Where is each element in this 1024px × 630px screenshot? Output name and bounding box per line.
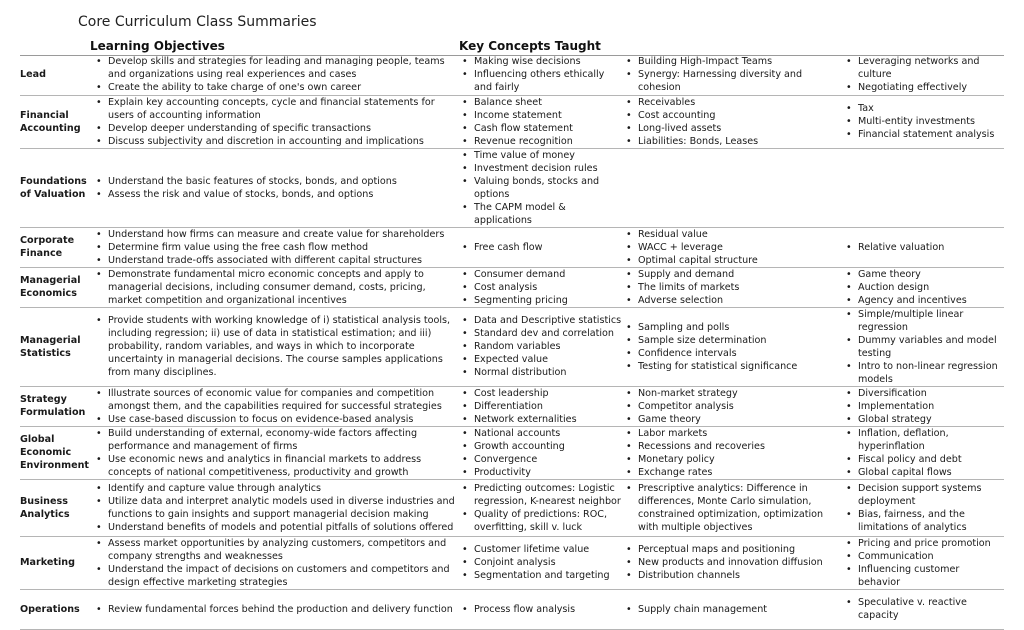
bullet-list [622,321,824,373]
list-item: • Time value of money [474,149,622,162]
concepts-cell-1 [460,227,622,267]
list-item: • Labor markets [638,427,824,440]
table-row [20,267,1004,307]
concepts-cell-1 [460,95,622,148]
bullet-list [824,482,1004,534]
list-item: • Understand trade-offs associated with different capital structures [108,254,460,267]
concepts-cell-2 [622,307,824,386]
bullet-list [824,102,1004,141]
list-item: • Dummy variables and model testing [858,334,1004,360]
list-item: • Random variables [474,340,622,353]
bullet-list [90,537,460,589]
curriculum-table [20,55,1004,630]
list-item: • Develop skills and strategies for leading and managing people, teams and organizations using real experiences and cases [108,55,460,81]
concepts-cell-1 [460,307,622,386]
list-item: • Decision support systems deployment [858,482,1004,508]
list-item: • Residual value [638,228,824,241]
bullet-list [622,427,824,479]
list-item: • Multi-entity investments [858,115,1004,128]
list-item: • Quality of predictions: ROC, overfitting, skill v. luck [474,508,622,534]
subject-cell: Managerial Economics [20,267,90,307]
list-item: • Provide students with working knowledge of i) statistical analysis tools, including regression; ii) use of data in statistical estimation; and iii) probability, random variables, and ways in which to incorporate uncertainty in managerial decisions. The course samples applications from many disciplines. [108,314,460,379]
list-item: • Recessions and recoveries [638,440,824,453]
list-item: • New products and innovation diffusion [638,556,824,569]
bullet-list [824,55,1004,94]
bullet-list [824,241,1004,254]
subject-cell: Corporate Finance [20,227,90,267]
list-item: • Cost accounting [638,109,824,122]
list-item: • Sampling and polls [638,321,824,334]
subject-cell: Managerial Statistics [20,307,90,386]
bullet-list [460,268,622,307]
list-item: • Global strategy [858,413,1004,426]
bullet-list [622,482,824,534]
list-item: • Illustrate sources of economic value for companies and competition amongst them, and the capabilities required for successful strategies [108,387,460,413]
bullet-list [460,96,622,148]
objectives-cell [90,589,460,629]
list-item: • Predicting outcomes: Logistic regression, K-nearest neighbor [474,482,622,508]
list-item: • Network externalities [474,413,622,426]
list-item: • Cost leadership [474,387,622,400]
list-item: • Relative valuation [858,241,1004,254]
concepts-cell-3 [824,536,1004,589]
list-item: • Game theory [858,268,1004,281]
list-item: • Receivables [638,96,824,109]
list-item: • Segmenting pricing [474,294,622,307]
list-item: • Standard dev and correlation [474,327,622,340]
bullet-list [824,537,1004,589]
subject-cell: Marketing [20,536,90,589]
list-item: • Assess market opportunities by analyzing customers, competitors and company strengths and weaknesses [108,537,460,563]
concepts-cell-3 [824,55,1004,95]
list-item: • Liabilities: Bonds, Leases [638,135,824,148]
bullet-list [90,96,460,148]
concepts-cell-1 [460,479,622,536]
concepts-cell-1 [460,536,622,589]
list-item: • Supply and demand [638,268,824,281]
list-item: • Inflation, deflation, hyperinflation [858,427,1004,453]
table-row [20,589,1004,629]
bullet-list [824,427,1004,479]
list-item: • Convergence [474,453,622,466]
list-item: • Balance sheet [474,96,622,109]
bullet-list [90,603,460,616]
list-item: • Productivity [474,466,622,479]
bullet-list [90,268,460,307]
list-item: • Exchange rates [638,466,824,479]
list-item: • Negotiating effectively [858,81,1004,94]
list-item: • Normal distribution [474,366,622,379]
bullet-list [90,482,460,534]
list-item: • Revenue recognition [474,135,622,148]
concepts-cell-1 [460,267,622,307]
table-row [20,307,1004,386]
concepts-cell-1 [460,386,622,426]
list-item: • Understand the basic features of stocks, bonds, and options [108,175,460,188]
list-item: • Tax [858,102,1004,115]
concepts-cell-3 [824,479,1004,536]
page-title: Core Curriculum Class Summaries [78,14,317,30]
bullet-list [460,149,622,227]
list-item: • The CAPM model & applications [474,201,622,227]
list-item: • Cost analysis [474,281,622,294]
objectives-cell [90,426,460,479]
list-item: • Confidence intervals [638,347,824,360]
table-row [20,536,1004,589]
list-item: • Cash flow statement [474,122,622,135]
list-item: • Intro to non-linear regression models [858,360,1004,386]
objectives-cell [90,479,460,536]
list-item: • Fiscal policy and debt [858,453,1004,466]
concepts-cell-1 [460,426,622,479]
bullet-list [90,314,460,379]
bullet-list [622,55,824,94]
bullet-list [90,175,460,201]
list-item: • The limits of markets [638,281,824,294]
subject-cell: Strategy Formulation [20,386,90,426]
bullet-list [90,387,460,426]
table-row [20,95,1004,148]
concepts-cell-3 [824,148,1004,227]
concepts-cell-2 [622,55,824,95]
list-item: • Bias, fairness, and the limitations of analytics [858,508,1004,534]
list-item: • Implementation [858,400,1004,413]
list-item: • Free cash flow [474,241,622,254]
list-item: • Testing for statistical significance [638,360,824,373]
list-item: • Influencing others ethically and fairly [474,68,622,94]
bullet-list [460,55,622,94]
list-item: • Conjoint analysis [474,556,622,569]
table-row [20,386,1004,426]
subject-cell: Financial Accounting [20,95,90,148]
list-item: • Assess the risk and value of stocks, bonds, and options [108,188,460,201]
list-item: • Utilize data and interpret analytic models used in diverse industries and functions to gain insights and support managerial decision making [108,495,460,521]
list-item: • Understand how firms can measure and create value for shareholders [108,228,460,241]
list-item: • Expected value [474,353,622,366]
concepts-cell-1 [460,148,622,227]
list-item: • Prescriptive analytics: Difference in differences, Monte Carlo simulation, constrained optimization, optimization with multiple objectives [638,482,824,534]
list-item: • Demonstrate fundamental micro economic concepts and apply to managerial decisions, including consumer demand, costs, pricing, market competition and organizational incentives [108,268,460,307]
list-item: • Optimal capital structure [638,254,824,267]
list-item: • Segmentation and targeting [474,569,622,582]
bullet-list [622,96,824,148]
list-item: • Non-market strategy [638,387,824,400]
key-concepts-header: Key Concepts Taught [459,39,601,53]
list-item: • Competitor analysis [638,400,824,413]
list-item: • Making wise decisions [474,55,622,68]
concepts-cell-2 [622,148,824,227]
bullet-list [622,543,824,582]
list-item: • Agency and incentives [858,294,1004,307]
bullet-list [622,603,824,616]
bullet-list [460,427,622,479]
objectives-cell [90,536,460,589]
list-item: • Diversification [858,387,1004,400]
concepts-cell-2 [622,227,824,267]
subject-cell: Operations [20,589,90,629]
bullet-list [460,543,622,582]
bullet-list [460,387,622,426]
bullet-list [460,241,622,254]
bullet-list [622,268,824,307]
list-item: • Valuing bonds, stocks and options [474,175,622,201]
list-item: • Review fundamental forces behind the production and delivery function [108,603,460,616]
bullet-list [460,482,622,534]
objectives-cell [90,148,460,227]
concepts-cell-2 [622,589,824,629]
list-item: • Growth accounting [474,440,622,453]
list-item: • Supply chain management [638,603,824,616]
list-item: • Use case-based discussion to focus on evidence-based analysis [108,413,460,426]
list-item: • Long-lived assets [638,122,824,135]
objectives-cell [90,95,460,148]
list-item: • Distribution channels [638,569,824,582]
list-item: • Consumer demand [474,268,622,281]
objectives-cell [90,386,460,426]
bullet-list [460,314,622,379]
list-item: • Auction design [858,281,1004,294]
list-item: • Explain key accounting concepts, cycle and financial statements for users of accounting information [108,96,460,122]
list-item: • WACC + leverage [638,241,824,254]
list-item: • Communication [858,550,1004,563]
list-item: • Identify and capture value through analytics [108,482,460,495]
concepts-cell-3 [824,426,1004,479]
list-item: • Building High-Impact Teams [638,55,824,68]
list-item: • Understand benefits of models and potential pitfalls of solutions offered [108,521,460,534]
bullet-list [824,268,1004,307]
table-row [20,479,1004,536]
list-item: • Sample size determination [638,334,824,347]
list-item: • Investment decision rules [474,162,622,175]
concepts-cell-3 [824,267,1004,307]
bullet-list [824,596,1004,622]
list-item: • Determine firm value using the free cash flow method [108,241,460,254]
bullet-list [824,387,1004,426]
list-item: • Monetary policy [638,453,824,466]
concepts-cell-2 [622,267,824,307]
list-item: • Customer lifetime value [474,543,622,556]
concepts-cell-3 [824,95,1004,148]
concepts-cell-2 [622,386,824,426]
list-item: • Pricing and price promotion [858,537,1004,550]
bullet-list [622,228,824,267]
bullet-list [90,55,460,94]
list-item: • Adverse selection [638,294,824,307]
list-item: • Use economic news and analytics in financial markets to address concepts of national competitiveness, productivity and growth [108,453,460,479]
bullet-list [824,308,1004,386]
concepts-cell-1 [460,55,622,95]
bullet-list [90,228,460,267]
list-item: • Leveraging networks and culture [858,55,1004,81]
concepts-cell-2 [622,426,824,479]
table-row [20,148,1004,227]
concepts-cell-2 [622,536,824,589]
learning-objectives-header: Learning Objectives [90,39,225,53]
list-item: • Perceptual maps and positioning [638,543,824,556]
list-item: • Process flow analysis [474,603,622,616]
concepts-cell-2 [622,479,824,536]
list-item: • Discuss subjectivity and discretion in accounting and implications [108,135,460,148]
list-item: • Income statement [474,109,622,122]
concepts-cell-3 [824,307,1004,386]
concepts-cell-3 [824,386,1004,426]
subject-cell: Foundations of Valuation [20,148,90,227]
bullet-list [460,603,622,616]
subject-cell: Business Analytics [20,479,90,536]
list-item: • Develop deeper understanding of specific transactions [108,122,460,135]
concepts-cell-3 [824,589,1004,629]
concepts-cell-2 [622,95,824,148]
subject-cell: Lead [20,55,90,95]
list-item: • Build understanding of external, economy-wide factors affecting performance and management of firms [108,427,460,453]
list-item: • Game theory [638,413,824,426]
list-item: • Simple/multiple linear regression [858,308,1004,334]
list-item: • Synergy: Harnessing diversity and cohesion [638,68,824,94]
objectives-cell [90,267,460,307]
list-item: • National accounts [474,427,622,440]
table-row [20,55,1004,95]
subject-cell: Global Economic Environment [20,426,90,479]
list-item: • Financial statement analysis [858,128,1004,141]
list-item: • Speculative v. reactive capacity [858,596,1004,622]
objectives-cell [90,307,460,386]
bullet-list [90,427,460,479]
list-item: • Understand the impact of decisions on customers and competitors and design effective marketing strategies [108,563,460,589]
list-item: • Differentiation [474,400,622,413]
objectives-cell [90,227,460,267]
list-item: • Create the ability to take charge of one's own career [108,81,460,94]
objectives-cell [90,55,460,95]
bullet-list [622,387,824,426]
concepts-cell-1 [460,589,622,629]
list-item: • Data and Descriptive statistics [474,314,622,327]
list-item: • Global capital flows [858,466,1004,479]
table-row [20,426,1004,479]
table-row [20,227,1004,267]
concepts-cell-3 [824,227,1004,267]
list-item: • Influencing customer behavior [858,563,1004,589]
